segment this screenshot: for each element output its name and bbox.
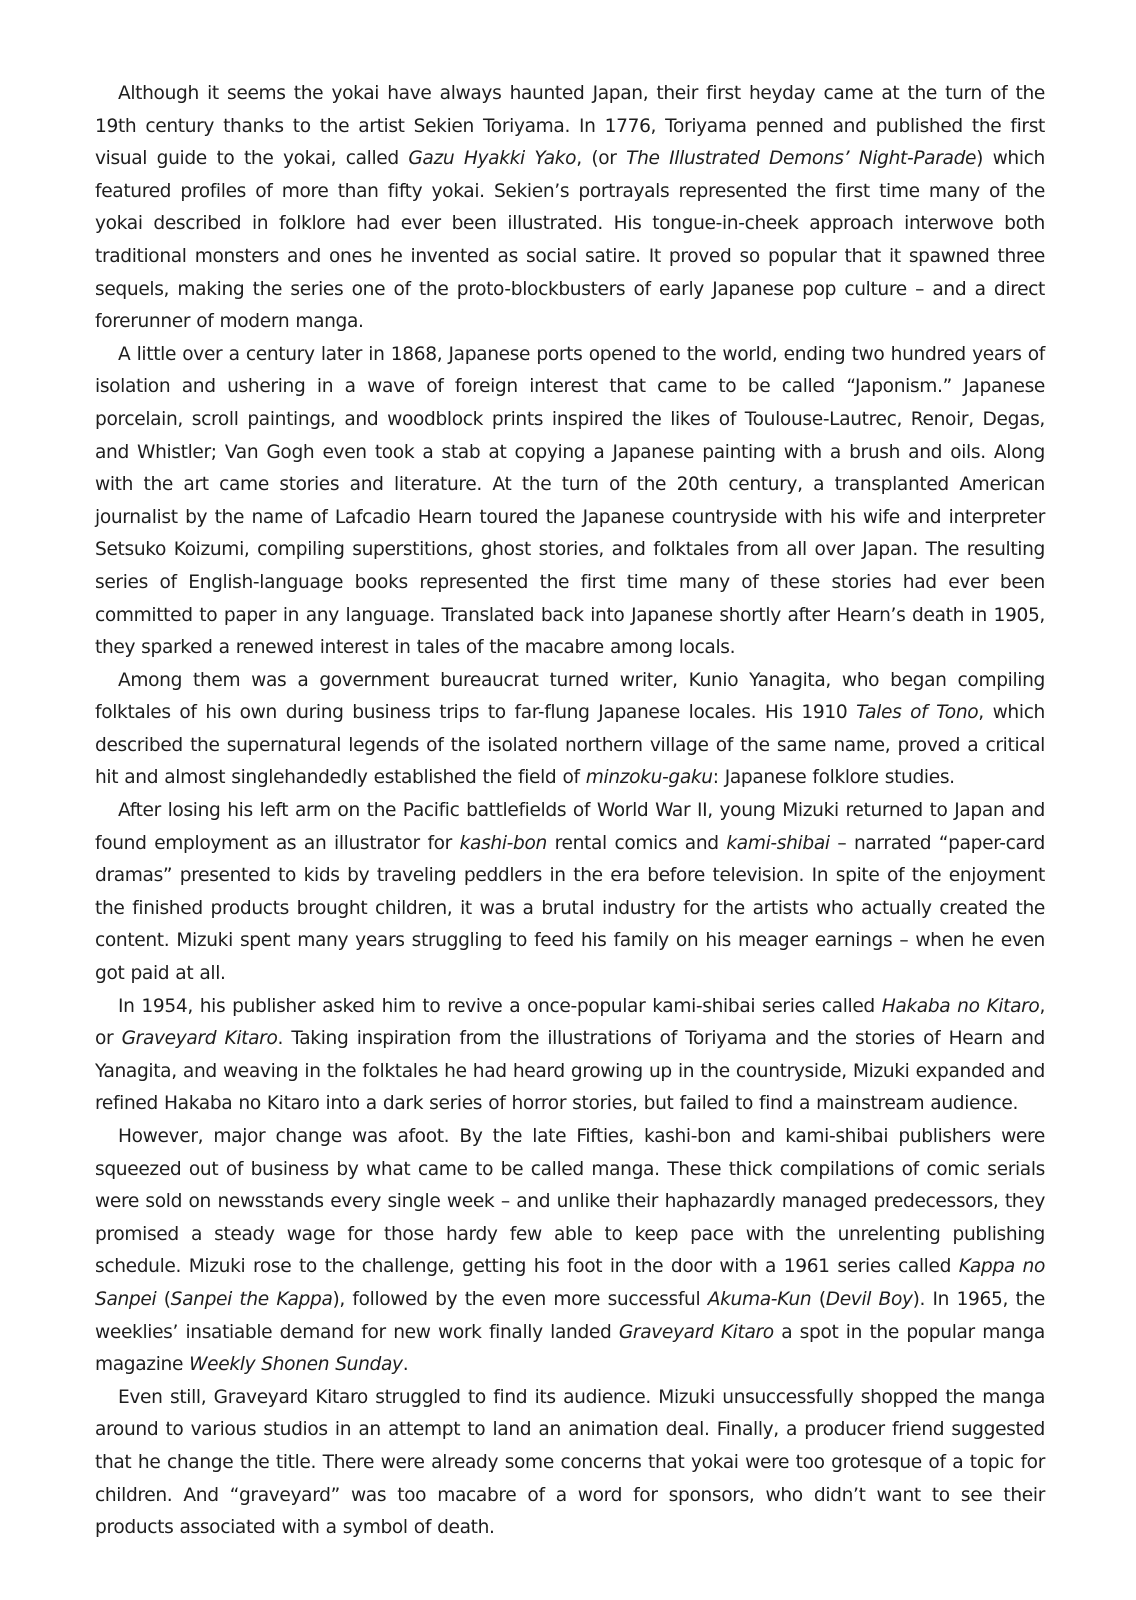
- text-run: , which described the supernatural legends of the isolated northern village of the same name, proved a critical hit and almost singlehandedly established the field of: [95, 702, 1045, 789]
- text-run: However, major change was afoot. By the late Fifties, kashi-bon and kami-shibai publishers were squeezed out of business by what came to be called manga. These thick compilations of comic serials were sold on newsstands every single week – and unlike their haphazardly managed predecessors, they promised a steady wage for those hardy few able to keep pace with the unrelenting publishing schedule. Mizuki rose to the challenge, getting his foot in the door with a 1961 series called: [95, 1126, 1045, 1278]
- text-run: ), followed by the even more successful: [332, 1288, 708, 1310]
- text-run: – narrated “paper-card dramas” presented to kids by traveling peddlers in the era before television. In spite of the enjoyment the finished products brought children, it was a brutal industry for the artists who actually created the content. Mizuki spent many years struggling to feed his family on his meager earnings – when he even got paid at all.: [95, 832, 1045, 985]
- text-run: .: [402, 1354, 409, 1376]
- text-run: ) which featured profiles of more than fifty yokai. Sekien’s portrayals represented the first time many of the yokai described in folklore had ever been illustrated. His tongue-in-cheek approach interwove both traditional monsters and ones he invented as social satire. It proved so popular that it spawned three sequels, making the series one of the proto-blockbusters of early Japanese pop culture – and a direct forerunner of modern manga.: [95, 148, 1045, 333]
- italic-title: Graveyard Kitaro: [618, 1321, 774, 1343]
- italic-title: Sanpei the Kappa: [170, 1288, 333, 1310]
- text-run: ). In 1965, the weeklies’ insatiable demand for new work finally landed: [95, 1288, 1045, 1343]
- italic-title: minzoku-gaku: [585, 767, 713, 789]
- text-run: : Japanese folklore studies.: [712, 767, 955, 789]
- text-run: rental comics and: [546, 832, 727, 854]
- paragraph-3: [95, 665, 1045, 795]
- text-run: , or: [95, 995, 1045, 1050]
- italic-title: Hakaba no Kitaro: [881, 995, 1040, 1017]
- text-run: (: [811, 1288, 826, 1310]
- text-run: a spot in the popular manga magazine: [95, 1321, 1045, 1376]
- italic-title: The Illustrated Demons’ Night-Parade: [626, 148, 977, 170]
- paragraph-5: [95, 991, 1045, 1121]
- text-run: (: [156, 1288, 171, 1310]
- paragraph-6: [95, 1121, 1045, 1382]
- italic-title: Tales of Tono: [856, 702, 979, 724]
- italic-title: kashi-bon: [459, 832, 547, 854]
- text-run: Among them was a government bureaucrat turned writer, Kunio Yanagita, who began compiling folktales of his own during business trips to far-flung Japanese locales. His 1910: [95, 669, 1045, 724]
- text-run: After losing his left arm on the Pacific battlefields of World War II, young Mizuki returned to Japan and found employment as an illustrator for: [95, 800, 1045, 854]
- text-run: , (or: [576, 148, 627, 170]
- paragraph-1: [95, 78, 1045, 339]
- text-run: Although it seems the yokai have always haunted Japan, their first heyday came at the turn of the 19th century thanks to the artist Sekien Toriyama. In 1776, Toriyama penned and published the first visual guide to the yokai, called: [95, 83, 1045, 170]
- paragraph-2: [95, 339, 1045, 665]
- document-page: [95, 78, 1045, 1545]
- italic-title: Graveyard Kitaro: [121, 1028, 278, 1050]
- italic-title: Devil Boy: [825, 1288, 913, 1310]
- italic-title: Akuma-Kun: [707, 1288, 812, 1310]
- italic-title: Weekly Shonen Sunday: [189, 1354, 403, 1376]
- text-run: In 1954, his publisher asked him to revive a once-popular kami-shibai series called: [118, 995, 882, 1017]
- paragraph-4: [95, 795, 1045, 991]
- paragraph-7: [95, 1382, 1045, 1545]
- italic-title: Gazu Hyakki Yako: [408, 148, 577, 170]
- text-run: Even still, Graveyard Kitaro struggled to find its audience. Mizuki unsuccessfully shopped the manga around to various studios in an attempt to land an animation deal. Finally, a producer friend suggested that he change the title. There were already some concerns that yokai were too grotesque of a topic for children. And “graveyard” was too macabre of a word for sponsors, who didn’t want to see their products associated with a symbol of death.: [95, 1386, 1045, 1539]
- text-run: A little over a century later in 1868, Japanese ports opened to the world, ending two hundred years of isolation and ushering in a wave of foreign interest that came to be called “Japonism.” Japanese porcelain, scroll paintings, and woodblock prints inspired the likes of Toulouse-Lautrec, Renoir, Degas, and Whistler; Van Gogh even took a stab at copying a Japanese painting with a brush and oils. Along with the art came stories and literature. At the turn of the 20th century, a transplanted American journalist by the name of Lafcadio Hearn toured the Japanese countryside with his wife and interpreter Setsuko Koizumi, compiling superstitions, ghost stories, and folktales from all over Japan. The resulting series of English-language books represented the first time many of these stories had ever been committed to paper in any language. Translated back into Japanese shortly after Hearn’s death in 1905, they sparked a renewed interest in tales of the macabre among locals.: [95, 343, 1045, 659]
- italic-title: Kappa no Sanpei: [95, 1256, 1045, 1310]
- text-run: . Taking inspiration from the illustrations of Toriyama and the stories of Hearn and Yanagita, and weaving in the folktales he had heard growing up in the countryside, Mizuki expanded and refined Hakaba no Kitaro into a dark series of horror stories, but failed to find a mainstream audience.: [95, 1028, 1045, 1115]
- italic-title: kami-shibai: [726, 832, 830, 854]
